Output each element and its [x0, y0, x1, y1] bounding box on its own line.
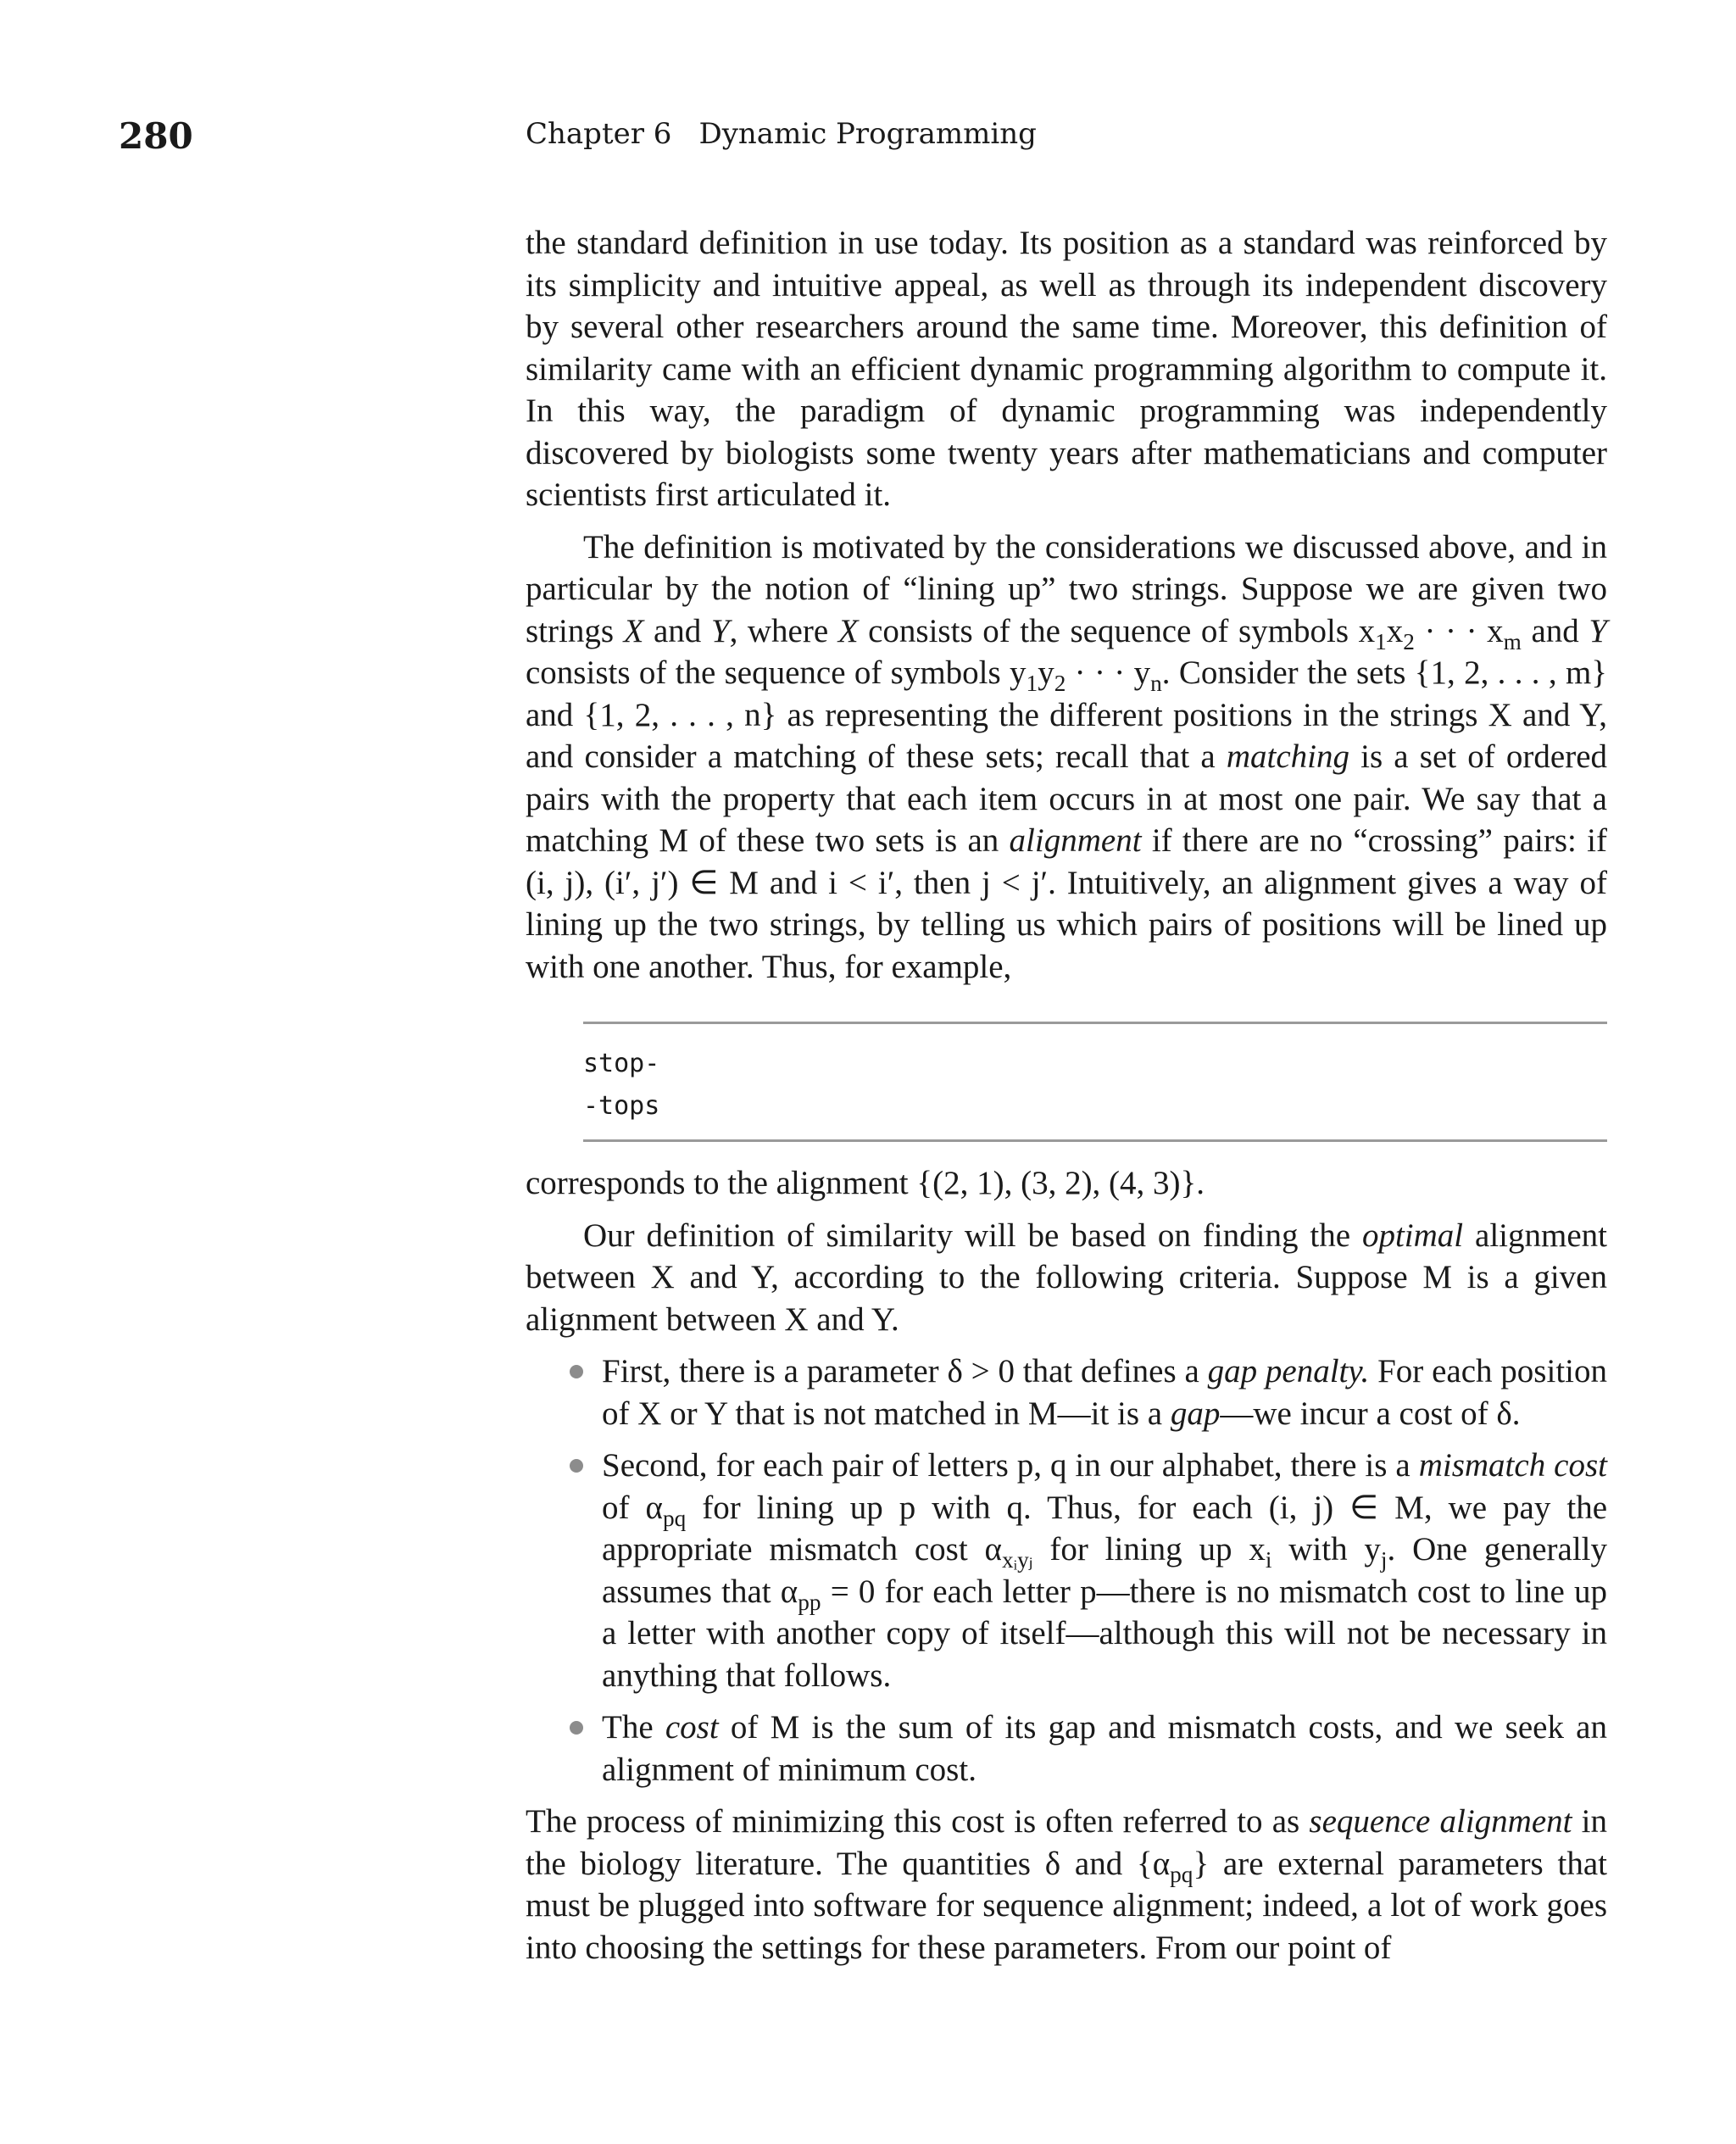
- bullet-icon: [570, 1459, 583, 1473]
- p2-f: · · · x: [1414, 612, 1504, 649]
- list-item: [526, 1707, 1607, 1790]
- paragraph-3: corresponds to the alignment {(2, 1), (3, 2), (4, 3)}.: [526, 1165, 1205, 1201]
- p2-alignment: alignment: [1009, 822, 1142, 859]
- p2-a: The definition is motivated by the considerations we discussed above, and in particular by the notion of “lining up” two strings. Suppose we are given two strings: [526, 528, 1607, 649]
- p2-l: is a set of ordered pairs with the property that each item occurs in at most one pair. We say that a matching M of these two sets is an: [526, 738, 1607, 859]
- list-item: [526, 1350, 1607, 1434]
- p2-Y1: Y: [710, 612, 730, 649]
- p5-c: } are external parameters that must be plugged into software for sequence alignment; indeed, a lot of work goes into choosing the settings for these parameters. From our point of: [526, 1845, 1607, 1966]
- p2-subm: m: [1503, 628, 1522, 654]
- p4-optimal: optimal: [1361, 1217, 1464, 1254]
- paragraph-1: the standard definition in use today. Its position as a standard was reinforced by its simplicity and intuitive appeal, as well as through its independent discovery by several other researchers around the same time. Moreover, this definition of similarity came with an efficient dynamic programming algorithm to compute it. In this way, the paradigm of dynamic programming was independently discovered by biologists some twenty years after mathematicians and computer scientists first articulated it.: [526, 225, 1607, 513]
- p2-subn: n: [1150, 670, 1162, 696]
- code-line-1: stop-: [583, 1049, 660, 1078]
- p2-k: . Consider the sets {1, 2, . . . , m} and {1, 2, . . . , n} as representing the different positions in the strings X and Y, and consider a matching of these sets; recall that a: [526, 654, 1607, 775]
- alignment-example: [583, 1022, 1607, 1142]
- p2-e: x: [1386, 612, 1404, 649]
- b1-b: For each position of X or Y that is not matched in M—it is a: [602, 1353, 1607, 1432]
- b1-gap-penalty: gap penalty.: [1207, 1353, 1370, 1389]
- p5-sequence-alignment: sequence alignment: [1309, 1803, 1572, 1840]
- p2-m: if there are no “crossing” pairs: if (i, j), (i′, j′) ∈ M and i < i′, then j < j′. Intuitively, an alignment gives a way of lining up the two strings, by telling us which pairs of positions will be lined up with one another. Thus, for example,: [526, 822, 1607, 985]
- p2-i: y: [1038, 654, 1054, 691]
- bullet-icon: [570, 1721, 583, 1735]
- p2-sub4: 2: [1054, 670, 1066, 696]
- p5-sub-pq: pq: [1170, 1861, 1194, 1887]
- b2-a: Second, for each pair of letters p, q in our alphabet, there is a: [602, 1447, 1419, 1484]
- b2-sub-i: i: [1265, 1546, 1272, 1573]
- p2-X1: X: [623, 612, 644, 649]
- paragraph-4: [526, 1215, 1607, 1341]
- b2-sub-xy: xᵢyⱼ: [1001, 1546, 1033, 1573]
- p2-b: and: [643, 612, 711, 649]
- p5-b: in the biology literature. The quantities δ and {α: [526, 1803, 1607, 1882]
- bullet-icon: [570, 1365, 583, 1378]
- chapter-title: Dynamic Programming: [698, 117, 1037, 151]
- running-head: [526, 117, 1037, 151]
- p2-X2: X: [837, 612, 859, 649]
- p2-g: and: [1521, 612, 1589, 649]
- p2-sub2: 2: [1403, 628, 1415, 654]
- b2-c: for lining up p with q. Thus, for each (i, j) ∈ M, we pay the appropriate mismatch cost α: [602, 1489, 1608, 1568]
- code-line-2: -tops: [583, 1091, 660, 1121]
- b2-f: . One generally assumes that α: [602, 1531, 1607, 1610]
- criteria-list: [526, 1350, 1607, 1790]
- b2-sub-pq: pq: [662, 1505, 687, 1531]
- p2-sub3: 1: [1026, 670, 1038, 696]
- b2-sub-j: j: [1380, 1546, 1388, 1573]
- b3-b: of M is the sum of its gap and mismatch costs, and we seek an alignment of minimum cost.: [602, 1709, 1607, 1788]
- b1-a: First, there is a parameter δ > 0 that defines a: [602, 1353, 1208, 1389]
- p2-h: consists of the sequence of symbols y: [526, 654, 1027, 691]
- p2-d: consists of the sequence of symbols x: [858, 612, 1376, 649]
- body-text: [526, 222, 1607, 1969]
- p2-matching: matching: [1226, 738, 1349, 775]
- chapter-label: Chapter 6: [526, 117, 672, 151]
- b3-a: The: [602, 1709, 665, 1746]
- b2-b: of α: [602, 1489, 663, 1526]
- p2-c: , where: [729, 612, 838, 649]
- p2-j: · · · y: [1066, 654, 1151, 691]
- p2-sub1: 1: [1375, 628, 1387, 654]
- p4-a: Our definition of similarity will be based on finding the: [583, 1217, 1362, 1254]
- b1-c: —we incur a cost of δ.: [1220, 1395, 1521, 1432]
- paragraph-5: [526, 1801, 1607, 1969]
- b3-cost: cost: [665, 1709, 719, 1746]
- list-item: [526, 1445, 1607, 1696]
- b2-sub-pp: pp: [798, 1589, 821, 1615]
- paragraph-2: [526, 526, 1607, 988]
- p2-Y2: Y: [1589, 612, 1608, 649]
- b1-gap: gap: [1170, 1395, 1221, 1432]
- page-number: 280: [119, 115, 193, 157]
- b2-e: with y: [1271, 1531, 1381, 1568]
- b2-d: for lining up x: [1032, 1531, 1266, 1568]
- b2-mismatch-cost: mismatch cost: [1418, 1447, 1607, 1484]
- p5-a: The process of minimizing this cost is often referred to as: [526, 1803, 1310, 1840]
- b2-g: = 0 for each letter p—there is no mismatch cost to line up a letter with another copy of itself—although this will not be necessary in anything that follows.: [602, 1573, 1608, 1694]
- p4-b: alignment between X and Y, according to the following criteria. Suppose M is a given alignment between X and Y.: [526, 1217, 1607, 1338]
